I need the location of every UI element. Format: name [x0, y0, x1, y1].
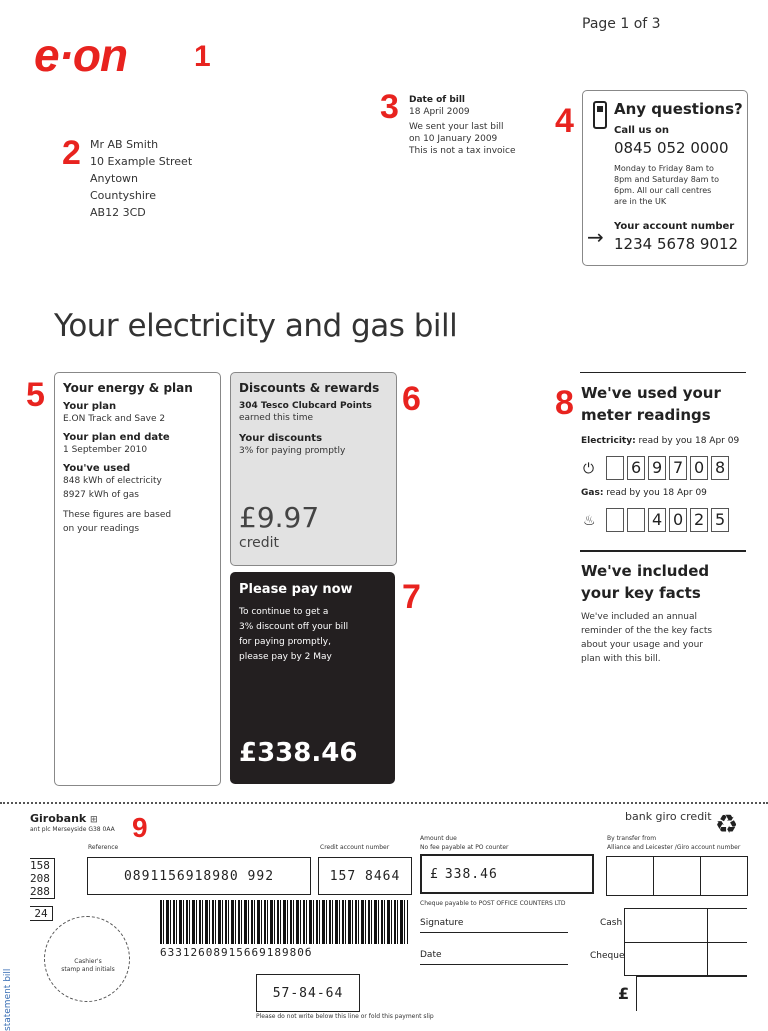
pay-now-box	[230, 572, 395, 784]
key-facts-title-line: your key facts	[581, 584, 701, 602]
reference-label: Reference	[88, 844, 119, 851]
divider	[580, 550, 746, 552]
hours-line: Monday to Friday 8am to	[614, 164, 714, 173]
signature-line[interactable]	[420, 932, 568, 933]
transfer-sub: Alliance and Leicester /Giro account number	[607, 844, 741, 851]
amount-due-label: Amount due	[420, 835, 457, 842]
branch-code: 158	[30, 859, 50, 872]
divider	[580, 372, 746, 373]
usage-note: These figures are based	[63, 510, 172, 520]
meter-title	[581, 382, 721, 426]
meter-digit: 4	[648, 508, 666, 532]
key-facts-line: reminder of the the key facts	[581, 626, 713, 636]
meter-digit: 0	[690, 456, 708, 480]
meter-digit: 0	[669, 508, 687, 532]
bank-giro-credit: bank giro credit	[625, 810, 712, 823]
bank-name: Girobank	[30, 812, 87, 825]
meter-digit: 6	[627, 456, 645, 480]
pay-now-text: 3% discount off your bill	[239, 622, 349, 632]
branch-code: 208	[30, 872, 50, 885]
electricity-reading-label	[581, 436, 739, 446]
sort-code-field[interactable]: 57-84-64	[256, 974, 360, 1012]
marker-3: 3	[380, 88, 399, 126]
marker-5: 5	[26, 376, 45, 414]
marker-6: 6	[402, 380, 421, 418]
discounts-value: 3% for paying promptly	[239, 446, 346, 456]
meter-digit	[627, 508, 645, 532]
girobank-label	[30, 812, 98, 825]
date-title: Date of bill	[409, 95, 466, 105]
gas-note: read by you 18 Apr 09	[603, 488, 707, 498]
marker-1: 1	[194, 40, 211, 73]
marker-2: 2	[62, 134, 81, 172]
branch-code: 288	[30, 885, 50, 898]
credit-account-field[interactable]: 157 8464	[318, 857, 412, 895]
usage-label: You've used	[63, 463, 131, 474]
customer-address	[90, 136, 192, 221]
side-label: statement bill	[3, 968, 13, 1031]
reference-field[interactable]: 0891156918980 992	[87, 857, 311, 895]
cash-cheque-grid[interactable]	[624, 908, 747, 976]
flame-icon: ♨	[583, 512, 596, 529]
meter-digit	[606, 508, 624, 532]
pay-now-text: To continue to get a	[239, 607, 329, 617]
arrow-right-icon: →	[587, 225, 604, 249]
transfer-label: By transfer from	[607, 835, 657, 842]
plan-label: Your plan	[63, 401, 117, 412]
discounts-title: Discounts & rewards	[239, 381, 380, 395]
cashier-stamp-label	[60, 958, 116, 974]
cash-label: Cash	[600, 918, 623, 928]
plan-end-value: 1 September 2010	[63, 445, 148, 455]
pay-now-title: Please pay now	[239, 582, 353, 597]
tax-note: This is not a tax invoice	[409, 146, 516, 156]
meter-digit	[606, 456, 624, 480]
pay-now-text: for paying promptly,	[239, 637, 331, 647]
meter-title-line: meter readings	[581, 406, 711, 424]
address-line: Countyshire	[90, 189, 156, 202]
amount-value: 338.46	[444, 866, 498, 882]
marker-4: 4	[555, 102, 574, 140]
account-label: Your account number	[614, 221, 735, 232]
clubcard-points: 304 Tesco Clubcard Points	[239, 401, 372, 411]
signature-label: Signature	[420, 918, 464, 928]
page-title: Your electricity and gas bill	[54, 308, 458, 344]
points-note: earned this time	[239, 413, 314, 423]
marker-8: 8	[555, 384, 574, 422]
meter-digit: 7	[669, 456, 687, 480]
barcode	[160, 900, 408, 944]
key-facts-title	[581, 560, 709, 604]
discounts-box	[230, 372, 397, 566]
account-number: 1234 5678 9012	[614, 235, 739, 253]
questions-box	[582, 90, 748, 266]
date-label: Date	[420, 950, 442, 960]
cheque-payable-note: Cheque payable to POST OFFICE COUNTERS LTD	[420, 900, 566, 907]
perforation-line	[0, 802, 768, 804]
call-hours	[614, 163, 719, 207]
credit-account-label: Credit account number	[320, 844, 390, 851]
key-facts-title-line: We've included	[581, 562, 710, 580]
phone-icon	[593, 101, 607, 129]
pay-now-text: please pay by 2 May	[239, 652, 332, 662]
cheque-label: Cheque	[590, 951, 625, 961]
amount-field[interactable]	[420, 854, 594, 894]
amount-due: £338.46	[239, 738, 358, 768]
meter-digit: 2	[690, 508, 708, 532]
meter-digit: 8	[711, 456, 729, 480]
date-block	[409, 94, 516, 157]
total-box[interactable]	[636, 976, 747, 1011]
plug-icon: ⏻	[583, 460, 595, 477]
usage-electricity: 848 kWh of electricity	[63, 476, 162, 486]
address-line: 10 Example Street	[90, 155, 193, 168]
credit-amount: £9.97	[239, 501, 320, 534]
key-facts-line: plan with this bill.	[581, 654, 661, 664]
address-line: Anytown	[90, 172, 139, 185]
hours-line: 6pm. All our call centres	[614, 186, 712, 195]
hours-line: are in the UK	[614, 197, 667, 206]
address-line: Mr AB Smith	[90, 138, 159, 151]
key-facts-line: about your usage and your	[581, 640, 703, 650]
transfer-account-boxes[interactable]	[606, 856, 748, 896]
meter-digit: 5	[711, 508, 729, 532]
amount-due-sub: No fee payable at PO counter	[420, 844, 509, 851]
bank-address: ant plc Merseyside G38 0AA	[30, 826, 115, 833]
key-facts-line: We've included an annual	[581, 612, 698, 622]
call-label: Call us on	[614, 125, 669, 136]
stamp-line: Cashier's	[74, 958, 102, 965]
gas-reading	[583, 508, 732, 532]
hours-line: 8pm and Saturday 8am to	[614, 175, 720, 184]
meter-title-line: We've used your	[581, 384, 721, 402]
plan-end-label: Your plan end date	[63, 432, 170, 443]
last-bill-text: We sent your last bill	[409, 122, 504, 132]
pound-symbol: £	[430, 866, 439, 882]
page-number: Page 1 of 3	[582, 16, 661, 32]
phone-number[interactable]: 0845 052 0000	[614, 139, 729, 157]
branch-code-small: 24	[30, 906, 53, 921]
bank-logo-icon: ⊞	[90, 815, 98, 825]
footer-note: Please do not write below this line or fold this payment slip	[256, 1013, 434, 1020]
last-bill-text: on 10 January 2009	[409, 134, 498, 144]
energy-plan-box	[54, 372, 221, 786]
bill-date: 18 April 2009	[409, 107, 470, 117]
credit-label: credit	[239, 535, 280, 551]
branch-codes	[30, 858, 55, 899]
address-line: AB12 3CD	[90, 206, 146, 219]
questions-title: Any questions?	[614, 100, 743, 118]
electricity-label: Electricity:	[581, 436, 636, 446]
key-facts-text	[581, 610, 712, 666]
marker-9: 9	[132, 812, 148, 843]
electricity-note: read by you 18 Apr 09	[635, 436, 740, 446]
date-line[interactable]	[420, 964, 568, 965]
plan-value: E.ON Track and Save 2	[63, 414, 166, 424]
electricity-reading	[583, 456, 732, 480]
stamp-line: stamp and initials	[61, 966, 115, 973]
usage-note: on your readings	[63, 524, 140, 534]
recycle-icon: ♻	[715, 810, 739, 840]
discounts-label: Your discounts	[239, 433, 323, 444]
eon-logo: e·on	[34, 29, 128, 81]
energy-plan-title: Your energy & plan	[63, 381, 193, 395]
gas-label: Gas:	[581, 488, 604, 498]
total-pound: £	[618, 984, 630, 1003]
usage-gas: 8927 kWh of gas	[63, 490, 139, 500]
marker-7: 7	[402, 578, 421, 616]
gas-reading-label	[581, 488, 707, 498]
meter-digit: 9	[648, 456, 666, 480]
barcode-number: 6331260891566918980б	[160, 946, 313, 959]
